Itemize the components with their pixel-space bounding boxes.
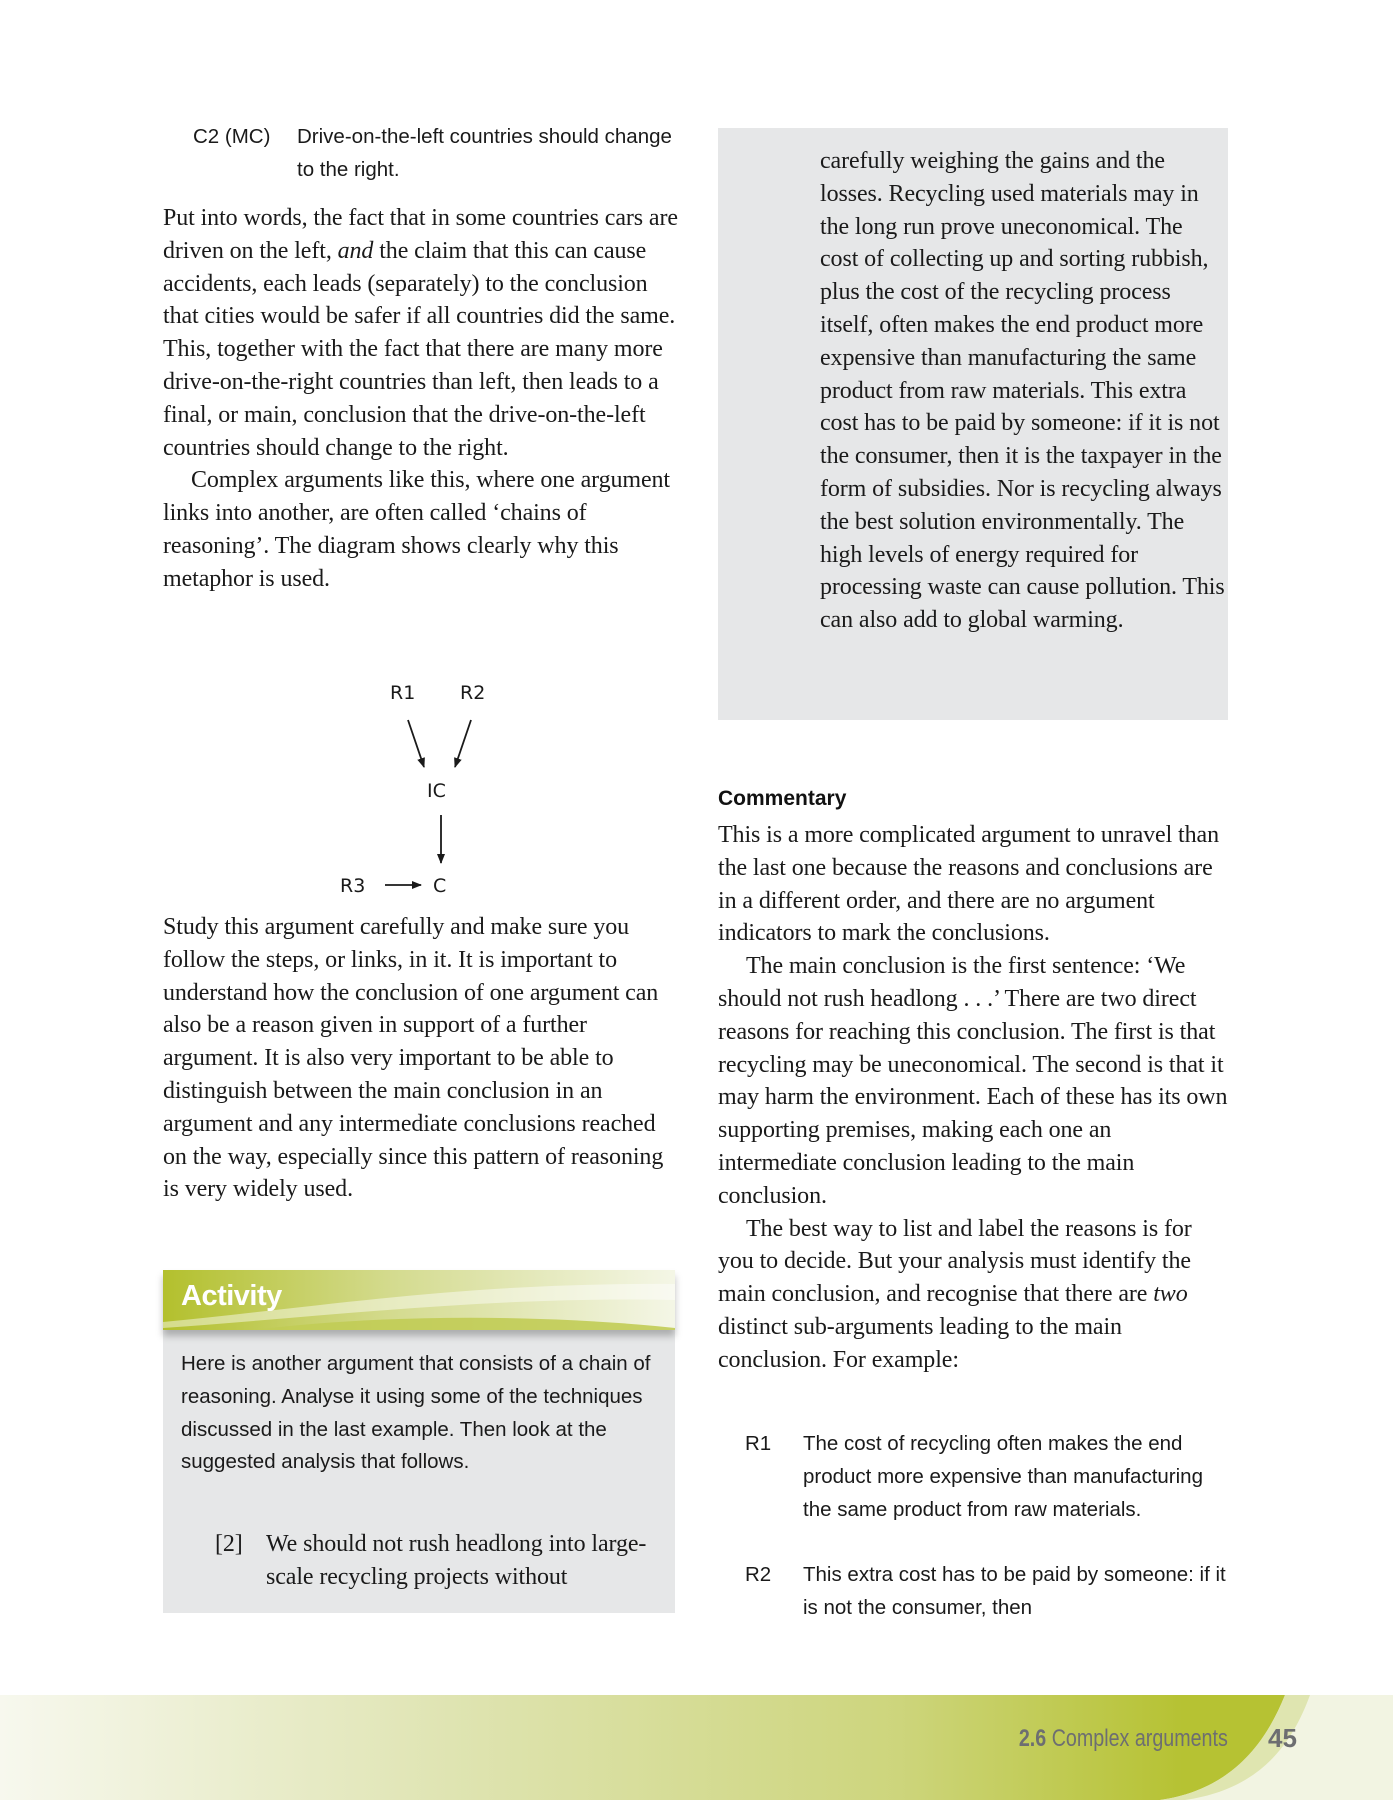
node-r2: R2 bbox=[460, 682, 486, 704]
running-footer-section bbox=[1019, 1725, 1228, 1753]
section-title: Complex arguments bbox=[1046, 1725, 1228, 1752]
commentary-heading: Commentary bbox=[718, 787, 847, 810]
section-number: 2.6 bbox=[1019, 1725, 1047, 1752]
activity-header bbox=[163, 1270, 675, 1330]
page-number: 45 bbox=[1268, 1723, 1297, 1753]
activity-box bbox=[163, 1270, 675, 1613]
emphasis: two bbox=[1153, 1281, 1188, 1308]
reason-text: The cost of recycling often makes the end product more expensive than manufacturing the same product from raw materials. bbox=[803, 1432, 1203, 1521]
argument-text: We should not rush headlong into large-scale recycling projects without bbox=[266, 1531, 647, 1590]
arrow-r1-to-ic bbox=[408, 720, 424, 767]
commentary-body bbox=[718, 819, 1233, 1377]
arrow-r2-to-ic bbox=[455, 720, 471, 767]
argument-number: [2] bbox=[215, 1531, 243, 1557]
reason-label: R1 bbox=[745, 1432, 772, 1455]
paragraph-study-argument: Study this argument carefully and make sure you follow the steps, or links, in it. It is important to understand how the conclusion of one argument can also be a reason given in support of a further argument. It is also very important to be able to distinguish between the main conclusion in an argument and any intermediate conclusions reached on the way, especially since this pattern of reasoning is very widely used. bbox=[163, 914, 664, 1203]
conclusion-label: C2 (MC) bbox=[193, 125, 271, 148]
paragraph-chains-of-reasoning: Complex arguments like this, where one argument links into another, are often called ‘chains of reasoning’. The diagram shows clearly why this metaphor is used. bbox=[163, 467, 670, 592]
node-r1: R1 bbox=[390, 682, 416, 704]
node-ic: IC bbox=[427, 780, 446, 802]
paragraph-explanation: Put into words, the fact that in some countries cars are driven on the left, and the claim that this can cause accidents, each leads (separately) to the conclusion that cities would be safer if all countries did the same. This, together with the fact that there are many more drive-on-the-right countries than left, then leads to a final, or main, conclusion that the drive-on-the-left countries should change to the right. bbox=[163, 205, 678, 461]
node-r3: R3 bbox=[340, 875, 366, 897]
emphasis: and bbox=[337, 237, 374, 264]
argument-diagram bbox=[320, 670, 520, 910]
commentary-paragraph-1: This is a more complicated argument to unravel than the last one because the reasons and conclusions are in a different order, and there are no argument indicators to mark the conclusions. bbox=[718, 822, 1219, 947]
reason-text: This extra cost has to be paid by someone: if it is not the consumer, then bbox=[803, 1563, 1226, 1619]
activity-instructions: Here is another argument that consists of a chain of reasoning. Analyse it using some of the techniques discussed in the last example. Then look at the suggested analysis that follows. bbox=[181, 1352, 651, 1474]
commentary-paragraph-3: The best way to list and label the reasons is for you to decide. But your analysis must identify the main conclusion, and recognise that there are two distinct sub-arguments leading to the main conclusion. For example: bbox=[718, 1215, 1192, 1373]
reason-label: R2 bbox=[745, 1563, 772, 1586]
conclusion-text: Drive-on-the-left countries should change to the right. bbox=[297, 125, 672, 181]
node-c: C bbox=[433, 875, 447, 897]
activity-title: Activity bbox=[181, 1280, 282, 1312]
argument-continuation-text: carefully weighing the gains and the losses. Recycling used materials may in the long run prove uneconomical. The cost of collecting up and sorting rubbish, plus the cost of the recycling process itself, often makes the end product more expensive than manufacturing the same product from raw materials. This extra cost has to be paid by someone: if it is not the consumer, then it is the taxpayer in the form of subsidies. Nor is recycling always the best solution environmentally. The high levels of energy required for processing waste can cause pollution. This can also add to global warming. bbox=[820, 148, 1225, 634]
left-body-text bbox=[163, 202, 683, 596]
commentary-paragraph-2: The main conclusion is the first sentence: ‘We should not rush headlong . . .’ There are two direct reasons for reaching this conclusion. The first is that recycling may be uneconomical. The second is that it may harm the environment. Each of these has its own supporting premises, making each one an intermediate conclusion leading to the main conclusion. bbox=[718, 953, 1228, 1209]
argument-continuation-box bbox=[718, 128, 1228, 720]
